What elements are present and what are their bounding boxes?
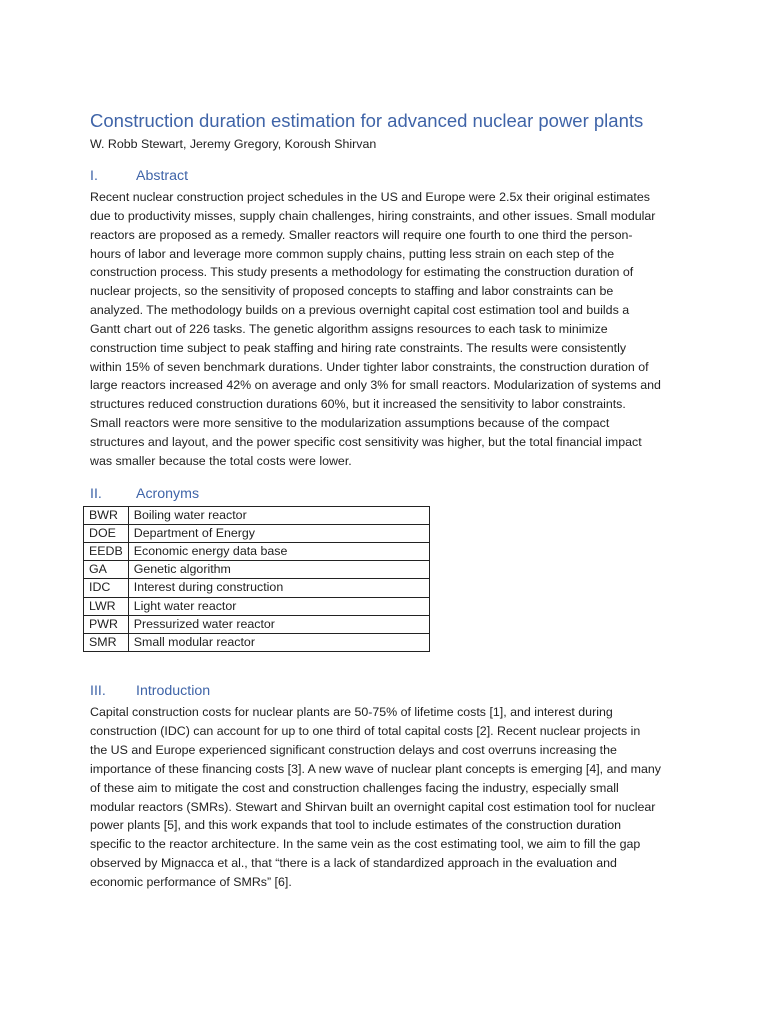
definition-cell: Economic energy data base	[128, 543, 429, 561]
text-line: large reactors increased 42% on average and only 3% for small reactors. Modularization of systems and	[90, 378, 661, 393]
definition-cell: Boiling water reactor	[128, 506, 429, 524]
text-line: of these aim to mitigate the cost and construction challenges facing the industry, especially small	[90, 780, 619, 795]
definition-cell: Pressurized water reactor	[128, 615, 429, 633]
text-line: the US and Europe experienced significant construction delays and cost overruns increasing the	[90, 742, 617, 757]
table-row	[84, 506, 430, 524]
author-list: W. Robb Stewart, Jeremy Gregory, Koroush Shirvan	[90, 137, 377, 151]
abstract-section	[90, 167, 678, 471]
acronym-cell: GA	[84, 561, 129, 579]
text-line: specific to the reactor architecture. In the same vein as the cost estimating tool, we aim to fill the gap	[90, 837, 641, 852]
introduction-section	[90, 682, 678, 891]
text-line: observed by Mignacca et al., that “there is a lack of standardized approach in the evaluation and	[90, 856, 617, 871]
text-line: economic performance of SMRs” [6].	[90, 874, 292, 889]
table-row	[84, 561, 430, 579]
acronym-cell: BWR	[84, 506, 129, 524]
text-line: structures and layout, and the power specific cost sensitivity was higher, but the total financial impact	[90, 434, 642, 449]
acronym-cell: EEDB	[84, 543, 129, 561]
section-heading-abstract	[90, 167, 678, 185]
introduction-paragraph	[90, 703, 678, 891]
text-line: Small reactors were more sensitive to the modularization assumptions because of the compact	[90, 416, 610, 431]
table-row	[84, 615, 430, 633]
definition-cell: Light water reactor	[128, 597, 429, 615]
definition-cell: Genetic algorithm	[128, 561, 429, 579]
acronym-cell: PWR	[84, 615, 129, 633]
acronym-table	[83, 506, 430, 653]
text-line: construction time subject to peak staffing and hiring rate constraints. The results were consistently	[90, 340, 627, 355]
text-line: due to productivity misses, supply chain challenges, hiring constraints, and other issues. Small modular	[90, 208, 656, 223]
text-line: analyzed. The methodology builds on a previous overnight capital cost estimation tool and builds a	[90, 303, 630, 318]
text-line: importance of these financing costs [3]. A new wave of nuclear plant concepts is emerging [4], and many	[90, 761, 661, 776]
table-row	[84, 524, 430, 542]
section-title: Acronyms	[136, 485, 200, 502]
section-title: Introduction	[136, 683, 211, 700]
text-line: construction process. This study presents a methodology for estimating the construction duration of	[90, 265, 634, 280]
acronym-cell: DOE	[84, 524, 129, 542]
text-line: structures reduced construction durations 60%, but it increased the sensitivity to labor constraints.	[90, 397, 626, 412]
section-heading-acronyms	[90, 485, 678, 503]
text-line: within 15% of seven benchmark durations. Under tighter labor constraints, the construction duration of	[90, 359, 649, 374]
text-line: was smaller because the total costs were lower.	[90, 453, 352, 468]
acronym-cell: SMR	[84, 634, 129, 652]
table-row	[84, 579, 430, 597]
definition-cell: Department of Energy	[128, 524, 429, 542]
text-line: Capital construction costs for nuclear plants are 50-75% of lifetime costs [1], and interest during	[90, 705, 613, 720]
paper-title: Construction duration estimation for advanced nuclear power plants	[90, 110, 644, 131]
acronyms-section	[90, 485, 678, 653]
text-line: Recent nuclear construction project schedules in the US and Europe were 2.5x their original estimates	[90, 190, 650, 204]
definition-cell: Interest during construction	[128, 579, 429, 597]
text-line: nuclear projects, so the sensitivity of proposed concepts to staffing and labor constraints can be	[90, 284, 614, 299]
definition-cell: Small modular reactor	[128, 634, 429, 652]
table-row	[84, 597, 430, 615]
text-line: hours of labor and leverage more common supply chains, putting less strain on each step of the	[90, 246, 615, 261]
section-number: I.	[90, 168, 98, 184]
section-title: Abstract	[136, 168, 189, 184]
text-line: modular reactors (SMRs). Stewart and Shirvan built an overnight capital cost estimation tool for nuclear	[90, 799, 656, 814]
section-number: III.	[90, 683, 106, 700]
acronym-cell: IDC	[84, 579, 129, 597]
section-heading-introduction	[90, 682, 678, 700]
abstract-paragraph	[90, 188, 678, 471]
document-page	[90, 108, 678, 892]
text-line: Gantt chart out of 226 tasks. The genetic algorithm assigns resources to each task to minimize	[90, 321, 608, 336]
text-line: construction (IDC) can account for up to one third of total capital costs [2]. Recent nuclear projects in	[90, 724, 641, 739]
section-number: II.	[90, 485, 102, 502]
text-line: reactors are proposed as a remedy. Smaller reactors will require one fourth to one third the person-	[90, 227, 633, 242]
text-line: power plants [5], and this work expands that tool to include estimates of the construction duration	[90, 818, 622, 833]
acronym-cell: LWR	[84, 597, 129, 615]
table-row	[84, 634, 430, 652]
table-row	[84, 543, 430, 561]
